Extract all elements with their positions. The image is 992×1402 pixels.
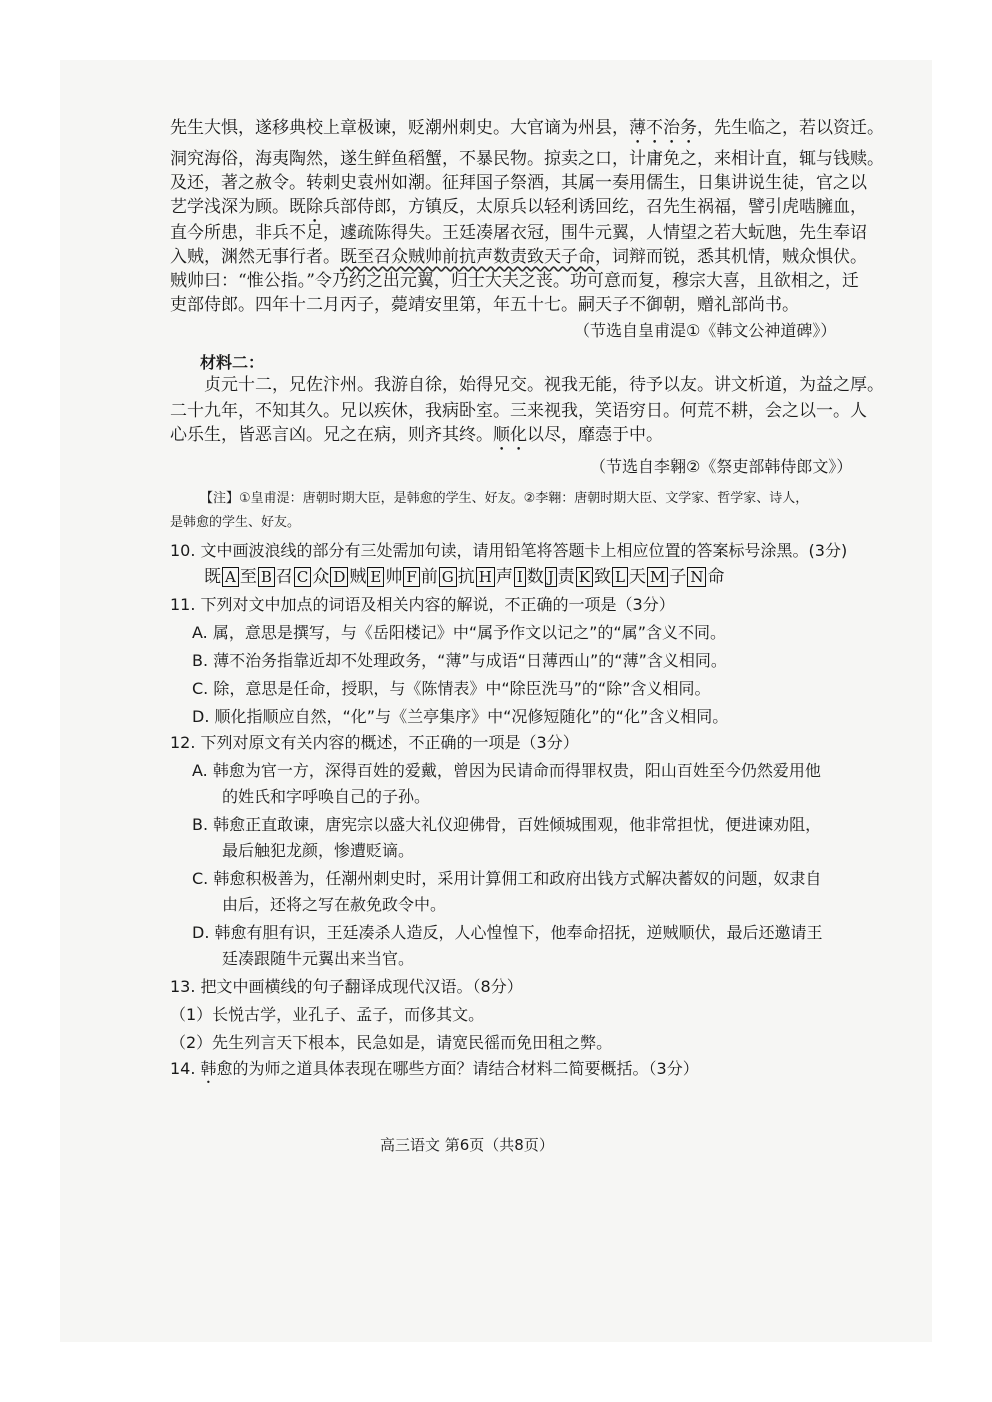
q10-option-box-f: F [403, 567, 419, 587]
q10-char: 天 [628, 567, 646, 587]
question-10: 10. 文中画波浪线的部分有三处需加句读，请用铅笔将答题卡上相应位置的答案标号涂黑。(3分) [170, 541, 848, 560]
source-1: （节选自皇甫湜①《韩文公神道碑》） [574, 321, 837, 340]
material-2-line-1: 贞元十二，兄佐汴州。我游自徐，始得兄交。视我无能，待予以友。讲文析道，为益之厚。 [204, 375, 884, 395]
q10-option-box-a: A [222, 567, 239, 587]
question-12-option-d-cont: 廷凑跟随牛元翼出来当官。 [222, 949, 415, 968]
q10-char: 前 [420, 567, 438, 587]
question-13-sentence-2: （2）先生列言天下根本，民急如是，请宽民徭而免田租之弊。 [170, 1033, 613, 1052]
q10-char: 帅 [385, 567, 403, 587]
question-12-option-c-cont: 由后，还将之写在赦免政令中。 [222, 895, 447, 914]
q10-char: 召 [275, 567, 293, 587]
q10-option-box-b: B [258, 567, 275, 587]
question-12-option-b: B. 韩愈正直敢谏，唐宪宗以盛大礼仪迎佛骨，百姓倾城围观，他非常担忧，便进谏劝阻， [192, 815, 822, 834]
q10-char: 命 [707, 567, 725, 587]
q10-char: 子 [669, 567, 687, 587]
q10-char: 数 [526, 567, 544, 587]
question-11-option-c: C. 除，意思是任命，授职，与《陈情表》中“除臣洗马”的“除”含义相同。 [192, 679, 711, 698]
page-footer: 高三语文 第6页（共8页） [380, 1136, 554, 1154]
question-11-option-a: A. 属，意思是撰写，与《岳阳楼记》中“属予作文以记之”的“属”含义不同。 [192, 623, 726, 642]
question-12-option-a-cont: 的姓氏和字呼唤自己的子孙。 [222, 787, 431, 806]
question-12-option-c: C. 韩愈积极善为，任潮州刺史时，采用计算佣工和政府出钱方式解决蓄奴的问题，奴隶自 [192, 869, 822, 888]
question-12-option-b-cont: 最后触犯龙颜，惨遭贬谪。 [222, 841, 415, 860]
question-11-option-b: B. 薄不治务指靠近却不处理政务，“薄”与成语“日薄西山”的“薄”含义相同。 [192, 651, 727, 670]
question-11-option-d: D. 顺化指顺应自然，“化”与《兰亭集序》中“况修短随化”的“化”含义相同。 [192, 707, 729, 726]
material-2-line-3: 心乐生，皆恶言凶。兄之在病，则齐其终。顺化以尽，靡悫于中。 [170, 425, 663, 445]
wavy-underlined-sentence: 既至召众贼帅前抗声数责致天子命 [340, 247, 595, 267]
question-13-sentence-1: （1）长悦古学，业孔子、孟子，而侈其文。 [170, 1005, 485, 1024]
passage-line-1: 先生大惧，遂移典校上章极谏，贬潮州刺史。大官谪为州县，薄不治务，先生临之，若以资迁。 [170, 118, 884, 138]
q10-option-box-m: M [647, 567, 668, 587]
question-14: 14. 韩愈的为师之道具体表现在哪些方面？请结合材料二简要概括。（3分） [170, 1059, 699, 1078]
q10-option-box-d: D [330, 567, 348, 587]
q10-char: 致 [594, 567, 612, 587]
q10-option-box-e: E [367, 567, 384, 587]
q10-char: 贼 [349, 567, 367, 587]
q10-char: 声 [495, 567, 513, 587]
q10-option-box-h: H [476, 567, 495, 587]
passage-line-2: 洞究海俗，海夷陶然，遂生鲜鱼稻蟹，不暴民物。掠卖之口，计庸免之，来相计直，辄与钱赎。 [170, 149, 884, 169]
q10-option-box-j: J [545, 567, 557, 587]
passage-line-7: 贼帅曰：“惟公指。”令乃约之出元翼，归士大夫之丧。功可意而复，穆宗大喜，且欲相之，迁 [170, 271, 859, 291]
question-12: 12. 下列对原文有关内容的概述，不正确的一项是（3分） [170, 733, 579, 752]
q10-char: 至 [239, 567, 257, 587]
note-line-2: 是韩愈的学生、好友。 [170, 515, 301, 530]
question-10-sequence [204, 566, 724, 588]
note-line-1: 【注】①皇甫湜：唐朝时期大臣，是韩愈的学生、好友。②李翱：唐朝时期大臣、文学家、哲学家、诗人， [200, 491, 809, 506]
q10-char: 抗 [457, 567, 475, 587]
question-11: 11. 下列对文中加点的词语及相关内容的解说，不正确的一项是（3分） [170, 595, 675, 614]
q10-char: 责 [557, 567, 575, 587]
q10-char: 众 [312, 567, 330, 587]
q10-option-box-n: N [687, 567, 706, 587]
q10-option-box-g: G [439, 567, 457, 587]
passage-line-3: 及还，著之赦令。转刺史袁州如潮。征拜国子祭酒，其属一奏用儒生，日集讲说生徒，官之以 [170, 173, 867, 193]
source-2: （节选自李翱②《祭吏部韩侍郎文》） [590, 457, 853, 476]
q10-option-box-k: K [576, 567, 593, 587]
q10-option-box-i: I [514, 567, 526, 587]
passage-line-6: 入贼，渊然无事行者。既至召众贼帅前抗声数责致天子命，词辩而锐，悉其机情，贼众惧伏。 [170, 247, 867, 267]
q10-option-box-c: C [294, 567, 311, 587]
material-2-heading: 材料二： [200, 353, 265, 372]
material-2-line-2: 二十九年，不知其久。兄以疾休，我病卧室。三来视我，笑语穷日。何荒不耕，会之以一。人 [170, 401, 867, 421]
question-12-option-a: A. 韩愈为官一方，深得百姓的爱戴，曾因为民请命而得罪权贵，阳山百姓至今仍然爱用他 [192, 761, 821, 780]
passage-line-4: 艺学浅深为顾。既除兵部侍郎，方镇反，太原兵以轻利诱回纥，召先生祸福，譬引虎啮臃血， [170, 197, 867, 217]
q10-option-box-l: L [612, 567, 628, 587]
question-12-option-d: D. 韩愈有胆有识，王廷凑杀人造反，人心惶惶下，他奉命招抚，逆贼顺伏，最后还邀请王 [192, 923, 823, 942]
passage-line-8: 吏部侍郎。四年十二月丙子，薨靖安里第，年五十七。嗣天子不御朝，赠礼部尚书。 [170, 295, 799, 315]
question-13: 13. 把文中画横线的句子翻译成现代汉语。（8分） [170, 977, 523, 996]
q10-char: 既 [204, 567, 221, 587]
passage-line-5: 直今所患，非兵不足，遽疏陈得失。王廷凑屠衣冠，围牛元翼，人情望之若大蚖虺，先生奉诏 [170, 223, 867, 243]
